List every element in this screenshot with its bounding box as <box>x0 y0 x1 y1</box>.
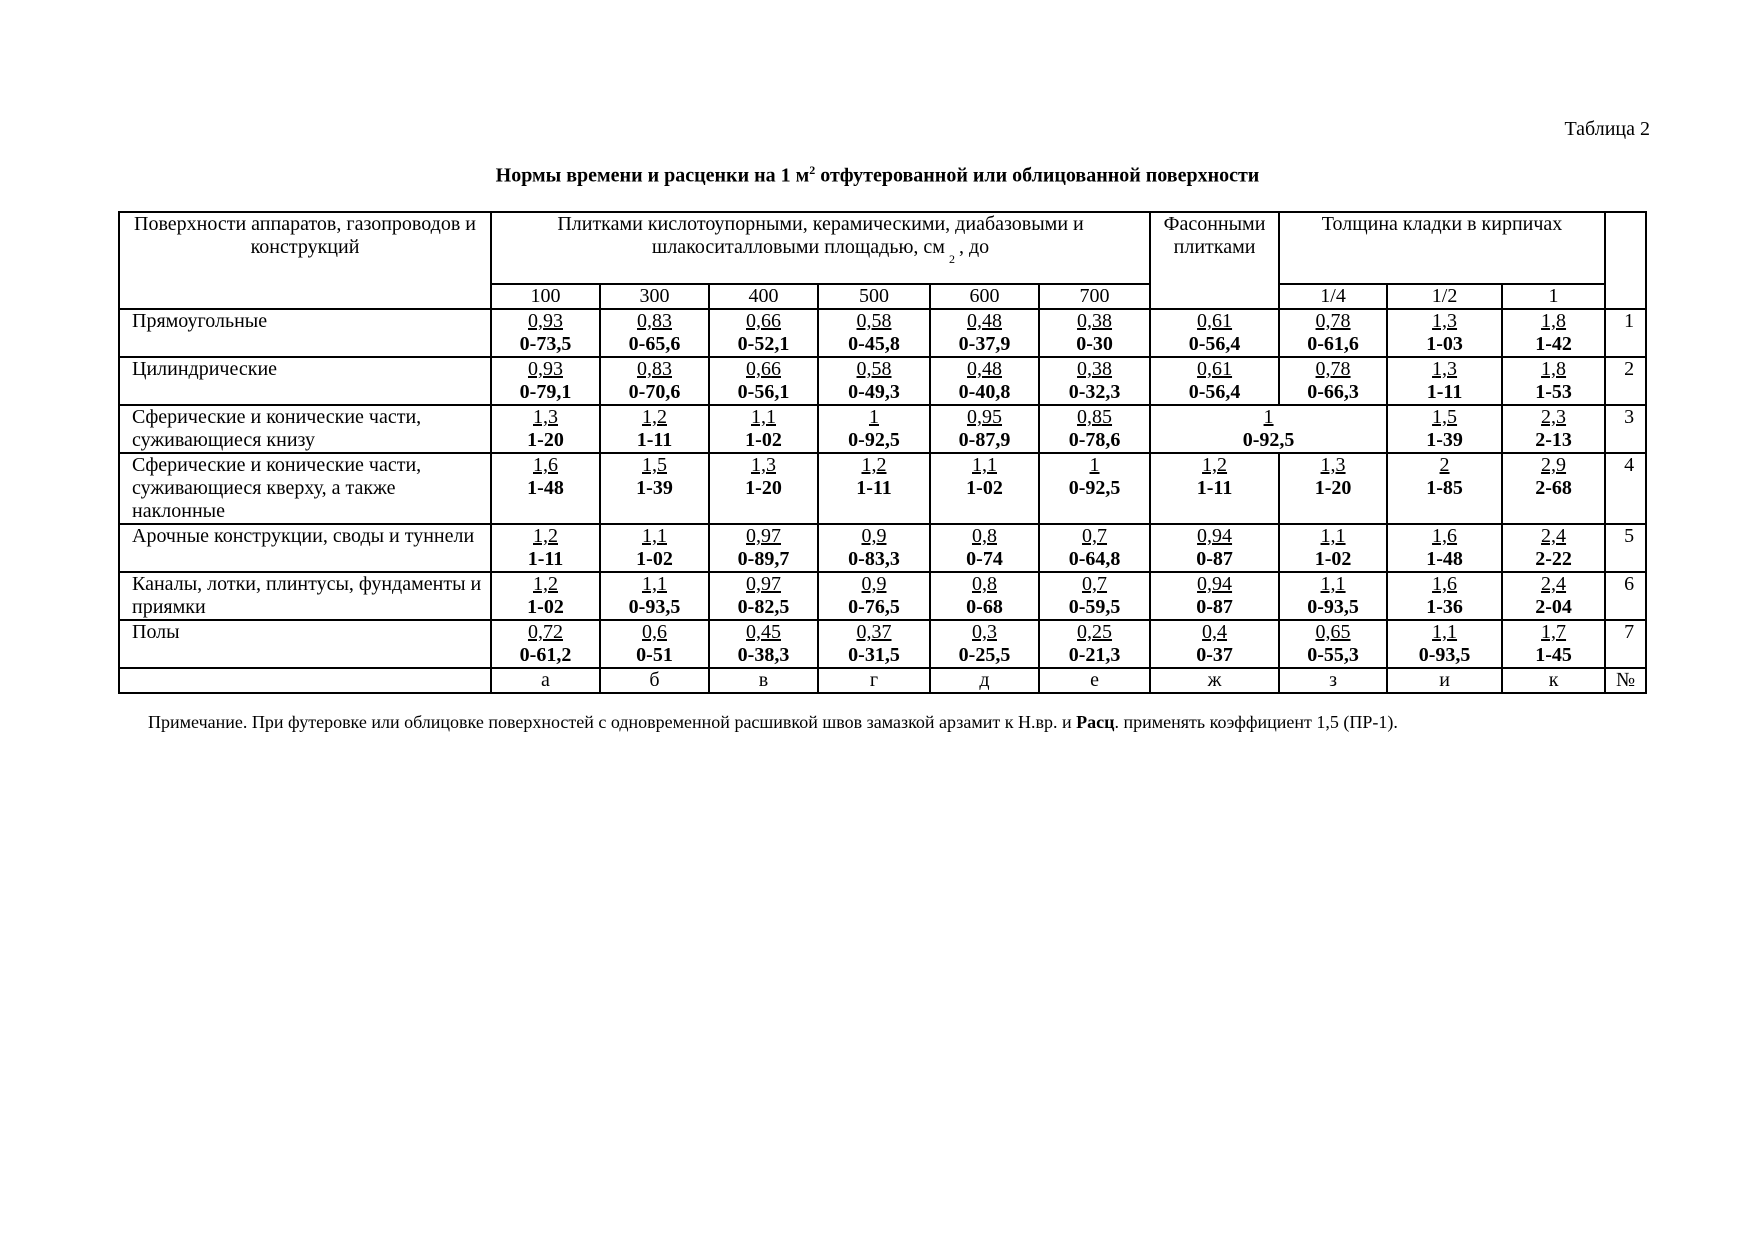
rate: 0-45,8 <box>848 333 900 355</box>
header-area: 600 <box>930 284 1039 309</box>
header-area: 700 <box>1039 284 1150 309</box>
value-cell <box>1039 453 1150 524</box>
note-bold: Расц <box>1076 712 1115 732</box>
table-row <box>119 524 1646 572</box>
row-name: Прямоугольные <box>119 309 491 357</box>
table-row <box>119 405 1646 453</box>
header-area: 100 <box>491 284 600 309</box>
row-number: 3 <box>1605 405 1646 453</box>
table-row <box>119 572 1646 620</box>
rate: 0-52,1 <box>737 333 790 355</box>
row-number: 6 <box>1605 572 1646 620</box>
norm-time: 0,48 <box>967 310 1002 332</box>
norm-time: 0,72 <box>528 621 563 643</box>
rate: 1-48 <box>527 477 564 499</box>
norm-time: 2,4 <box>1541 525 1567 547</box>
value-cell <box>1387 453 1502 524</box>
value-cell <box>1387 620 1502 668</box>
norm-time: 0,94 <box>1197 573 1233 595</box>
rate: 1-20 <box>1314 477 1352 499</box>
rate: 0-25,5 <box>958 644 1011 666</box>
norm-time: 0,61 <box>1197 310 1233 332</box>
row-number: 1 <box>1605 309 1646 357</box>
rate: 0-73,5 <box>519 333 572 355</box>
value-cell <box>491 572 600 620</box>
value-cell <box>1039 524 1150 572</box>
rate: 0-83,3 <box>848 548 900 570</box>
norm-time: 2 <box>1439 454 1450 476</box>
column-letter: г <box>818 668 930 693</box>
norm-time: 0,85 <box>1077 406 1113 428</box>
header-bricks: Толщина кладки в кирпичах <box>1279 212 1605 284</box>
rate: 0-64,8 <box>1068 548 1121 570</box>
value-cell <box>818 309 930 357</box>
value-cell <box>600 620 709 668</box>
value-cell <box>1387 572 1502 620</box>
value-cell <box>1502 405 1605 453</box>
row-number: 5 <box>1605 524 1646 572</box>
norm-time: 0,66 <box>746 310 781 332</box>
rate: 0-93,5 <box>628 596 681 618</box>
value-cell <box>818 620 930 668</box>
norm-time: 0,83 <box>637 310 672 332</box>
norm-time: 0,7 <box>1082 573 1108 595</box>
norm-time: 0,7 <box>1082 525 1108 547</box>
row-number: 7 <box>1605 620 1646 668</box>
value-cell <box>1502 620 1605 668</box>
rate: 1-02 <box>745 429 782 451</box>
value-cell <box>1387 405 1502 453</box>
norm-time: 1,2 <box>1202 454 1228 476</box>
value-cell <box>930 357 1039 405</box>
rate: 0-70,6 <box>628 381 681 403</box>
rate: 1-11 <box>1426 381 1463 403</box>
value-cell <box>491 453 600 524</box>
value-cell <box>709 524 818 572</box>
note-prefix: Примечание. При футеровке или облицовке поверхностей с одновременной расшивкой швов замазкой арзамит к Н.вр. и <box>148 712 1077 732</box>
norm-time: 0,95 <box>967 406 1002 428</box>
rate: 0-82,5 <box>737 596 790 618</box>
rate: 0-56,4 <box>1188 333 1241 355</box>
row-number: 2 <box>1605 357 1646 405</box>
rate: 0-87,9 <box>958 429 1011 451</box>
value-cell <box>491 357 600 405</box>
value-cell <box>491 405 600 453</box>
norm-time: 0,78 <box>1315 310 1351 332</box>
table-label: Таблица 2 <box>1564 118 1650 140</box>
value-cell <box>930 620 1039 668</box>
norm-time: 1,1 <box>1320 525 1346 547</box>
norm-time: 0,25 <box>1077 621 1113 643</box>
norm-time: 1,3 <box>751 454 776 476</box>
rate: 0-32,3 <box>1068 381 1121 403</box>
norm-time: 0,9 <box>861 525 887 547</box>
rate: 1-02 <box>527 596 564 618</box>
rate: 0-79,1 <box>519 381 572 403</box>
value-cell <box>818 524 930 572</box>
title-superscript: 2 <box>809 163 816 177</box>
value-cell <box>1150 405 1387 453</box>
rate: 2-04 <box>1535 596 1572 618</box>
rate: 1-02 <box>636 548 673 570</box>
norm-time: 1,3 <box>533 406 558 428</box>
rate: 2-68 <box>1535 477 1572 499</box>
norm-time: 0,3 <box>972 621 997 643</box>
norm-time: 1,1 <box>972 454 997 476</box>
norm-time: 1,2 <box>533 573 558 595</box>
value-cell <box>600 357 709 405</box>
value-cell <box>1039 572 1150 620</box>
rate: 0-68 <box>966 596 1003 618</box>
norm-time: 2,4 <box>1541 573 1567 595</box>
rate: 1-20 <box>527 429 564 451</box>
header-area: 400 <box>709 284 818 309</box>
rate: 0-61,2 <box>519 644 572 666</box>
column-letter: д <box>930 668 1039 693</box>
table-row <box>119 453 1646 524</box>
value-cell <box>491 309 600 357</box>
header-row-1 <box>119 212 1646 284</box>
norm-time: 1 <box>1089 454 1100 476</box>
rate: 0-65,6 <box>628 333 681 355</box>
norm-time: 1,7 <box>1541 621 1567 643</box>
value-cell <box>818 572 930 620</box>
rate: 0-30 <box>1076 333 1113 355</box>
rate: 1-11 <box>856 477 892 499</box>
rate: 1-02 <box>1314 548 1352 570</box>
norm-time: 0,97 <box>746 573 781 595</box>
rate: 0-87 <box>1196 596 1233 618</box>
norm-time: 0,37 <box>856 621 892 643</box>
value-cell <box>600 572 709 620</box>
column-letter: в <box>709 668 818 693</box>
value-cell <box>1387 309 1502 357</box>
norm-time: 1,1 <box>642 525 667 547</box>
rate: 0-61,6 <box>1307 333 1359 355</box>
value-cell <box>1502 453 1605 524</box>
rate: 1-11 <box>527 548 564 570</box>
value-cell <box>1039 405 1150 453</box>
rate: 1-85 <box>1426 477 1463 499</box>
header-shaped: Фасонными плитками <box>1150 212 1279 309</box>
rate: 0-76,5 <box>848 596 900 618</box>
norm-time: 1,3 <box>1432 358 1458 380</box>
value-cell <box>1502 524 1605 572</box>
norm-time: 1 <box>1263 406 1274 428</box>
norm-time: 0,8 <box>972 573 997 595</box>
norm-time: 1,6 <box>1432 525 1458 547</box>
norm-time: 1,3 <box>1320 454 1346 476</box>
rate: 0-92,5 <box>1242 429 1295 451</box>
header-tiles <box>491 212 1150 284</box>
rate: 0-56,4 <box>1188 381 1241 403</box>
norm-time: 1,1 <box>642 573 667 595</box>
rate: 0-37,9 <box>958 333 1011 355</box>
rate: 1-11 <box>636 429 673 451</box>
value-cell <box>930 524 1039 572</box>
value-cell <box>600 453 709 524</box>
row-name: Цилиндрические <box>119 357 491 405</box>
value-cell <box>1279 524 1387 572</box>
norm-time: 0,93 <box>528 358 563 380</box>
column-letter: б <box>600 668 709 693</box>
value-cell <box>491 620 600 668</box>
rate: 0-93,5 <box>1418 644 1471 666</box>
rate: 0-56,1 <box>737 381 790 403</box>
norm-time: 1,6 <box>533 454 558 476</box>
header-tiles-suffix: , до <box>958 236 990 258</box>
rate: 1-42 <box>1535 333 1572 355</box>
value-cell <box>1150 453 1279 524</box>
header-tiles-text: Плитками кислотоупорными, керамическими, диабазовыми и шлакоситалловыми площадью, см <box>557 213 1084 258</box>
value-cell <box>1039 620 1150 668</box>
rate: 1-20 <box>745 477 782 499</box>
value-cell <box>600 405 709 453</box>
rate: 0-40,8 <box>958 381 1011 403</box>
value-cell <box>600 309 709 357</box>
header-surfaces: Поверхности аппаратов, газопроводов и конструкций <box>119 212 491 309</box>
letters-row <box>119 668 1646 693</box>
value-cell <box>1502 309 1605 357</box>
number-symbol: № <box>1605 668 1646 693</box>
norm-time: 1 <box>869 406 879 428</box>
column-letter: з <box>1279 668 1387 693</box>
norm-time: 0,97 <box>746 525 781 547</box>
value-cell <box>709 357 818 405</box>
value-cell <box>709 405 818 453</box>
value-cell <box>1279 572 1387 620</box>
value-cell <box>818 453 930 524</box>
header-area: 300 <box>600 284 709 309</box>
rate: 2-13 <box>1535 429 1572 451</box>
value-cell <box>1279 309 1387 357</box>
norm-time: 0,66 <box>746 358 781 380</box>
column-letter: к <box>1502 668 1605 693</box>
norm-time: 1,8 <box>1541 310 1567 332</box>
rate: 0-89,7 <box>737 548 790 570</box>
rate: 1-36 <box>1426 596 1463 618</box>
rate: 0-21,3 <box>1068 644 1121 666</box>
norm-time: 0,8 <box>972 525 997 547</box>
value-cell <box>1039 357 1150 405</box>
header-tiles-sub: 2 <box>948 252 955 266</box>
row-name: Сферические и конические части, суживающиеся кверху, а также наклонные <box>119 453 491 524</box>
value-cell <box>491 524 600 572</box>
table-row <box>119 620 1646 668</box>
rate: 0-51 <box>636 644 673 666</box>
title-suffix: отфутерованной или облицованной поверхности <box>815 164 1260 187</box>
rate: 0-59,5 <box>1068 596 1121 618</box>
norm-time: 1,1 <box>751 406 776 428</box>
value-cell <box>1279 357 1387 405</box>
rate: 0-78,6 <box>1068 429 1121 451</box>
norm-time: 1,6 <box>1432 573 1458 595</box>
rate: 0-87 <box>1196 548 1233 570</box>
row-name: Арочные конструкции, своды и туннели <box>119 524 491 572</box>
norm-time: 1,1 <box>1320 573 1346 595</box>
norm-time: 2,3 <box>1541 406 1567 428</box>
norm-time: 0,93 <box>528 310 563 332</box>
value-cell <box>1279 453 1387 524</box>
page-title <box>0 163 1755 188</box>
norm-time: 1,1 <box>1432 621 1458 643</box>
norm-time: 0,38 <box>1077 358 1113 380</box>
norm-time: 0,45 <box>746 621 781 643</box>
norm-time: 0,65 <box>1315 621 1351 643</box>
value-cell <box>709 572 818 620</box>
column-letter: ж <box>1150 668 1279 693</box>
value-cell <box>930 309 1039 357</box>
value-cell <box>1502 357 1605 405</box>
rate: 0-93,5 <box>1307 596 1359 618</box>
value-cell <box>1279 620 1387 668</box>
value-cell <box>1150 524 1279 572</box>
rate: 1-45 <box>1535 644 1572 666</box>
rate: 0-49,3 <box>848 381 900 403</box>
rate: 2-22 <box>1535 548 1572 570</box>
norm-time: 1,2 <box>642 406 667 428</box>
norm-time: 0,4 <box>1202 621 1228 643</box>
rate: 1-11 <box>1196 477 1233 499</box>
norm-time: 1,5 <box>642 454 667 476</box>
rate: 1-39 <box>636 477 673 499</box>
rate: 0-74 <box>966 548 1003 570</box>
rate: 1-39 <box>1426 429 1463 451</box>
norm-time: 0,38 <box>1077 310 1113 332</box>
norm-time: 1,3 <box>1432 310 1458 332</box>
rate: 1-53 <box>1535 381 1572 403</box>
column-letter: и <box>1387 668 1502 693</box>
norm-time: 0,6 <box>642 621 667 643</box>
rate: 0-66,3 <box>1307 381 1359 403</box>
rate: 0-31,5 <box>848 644 900 666</box>
norm-time: 2,9 <box>1541 454 1567 476</box>
norm-time: 0,9 <box>861 573 887 595</box>
value-cell <box>818 357 930 405</box>
row-name: Полы <box>119 620 491 668</box>
value-cell <box>1502 572 1605 620</box>
header-thickness: 1/4 <box>1279 284 1387 309</box>
rate: 1-03 <box>1426 333 1463 355</box>
rate: 0-92,5 <box>1068 477 1121 499</box>
value-cell <box>1387 524 1502 572</box>
rate: 0-38,3 <box>737 644 790 666</box>
norm-time: 1,5 <box>1432 406 1458 428</box>
value-cell <box>930 405 1039 453</box>
value-cell <box>1150 572 1279 620</box>
value-cell <box>930 572 1039 620</box>
value-cell <box>930 453 1039 524</box>
norms-table <box>118 211 1647 694</box>
table-row <box>119 357 1646 405</box>
norm-time: 1,2 <box>861 454 887 476</box>
norm-time: 1,2 <box>533 525 558 547</box>
value-cell <box>1039 309 1150 357</box>
rate: 0-92,5 <box>848 429 900 451</box>
row-name: Каналы, лотки, плинтусы, фундаменты и приямки <box>119 572 491 620</box>
note-suffix: . применять коэффициент 1,5 (ПР-1). <box>1114 712 1398 732</box>
value-cell <box>1150 357 1279 405</box>
norm-time: 0,61 <box>1197 358 1233 380</box>
header-num-empty <box>1605 212 1646 309</box>
norm-time: 0,58 <box>856 358 892 380</box>
value-cell <box>600 524 709 572</box>
value-cell <box>1150 620 1279 668</box>
rate: 1-48 <box>1426 548 1463 570</box>
table-row <box>119 309 1646 357</box>
rate: 1-02 <box>966 477 1003 499</box>
value-cell <box>709 309 818 357</box>
title-prefix: Нормы времени и расценки на 1 м <box>495 164 810 187</box>
header-area: 500 <box>818 284 930 309</box>
header-thickness: 1 <box>1502 284 1605 309</box>
row-name: Сферические и конические части, суживающиеся книзу <box>119 405 491 453</box>
norm-time: 0,83 <box>637 358 672 380</box>
value-cell <box>709 453 818 524</box>
norm-time: 0,48 <box>967 358 1002 380</box>
norm-time: 0,58 <box>856 310 892 332</box>
value-cell <box>1150 309 1279 357</box>
norm-time: 1,8 <box>1541 358 1567 380</box>
column-letter: а <box>491 668 600 693</box>
rate: 0-55,3 <box>1307 644 1359 666</box>
value-cell <box>818 405 930 453</box>
value-cell <box>1387 357 1502 405</box>
column-letter: е <box>1039 668 1150 693</box>
header-thickness: 1/2 <box>1387 284 1502 309</box>
letters-row-empty <box>119 668 491 693</box>
norm-time: 0,78 <box>1315 358 1351 380</box>
note <box>148 712 1398 733</box>
value-cell <box>709 620 818 668</box>
norm-time: 0,94 <box>1197 525 1233 547</box>
rate: 0-37 <box>1196 644 1233 666</box>
row-number: 4 <box>1605 453 1646 524</box>
